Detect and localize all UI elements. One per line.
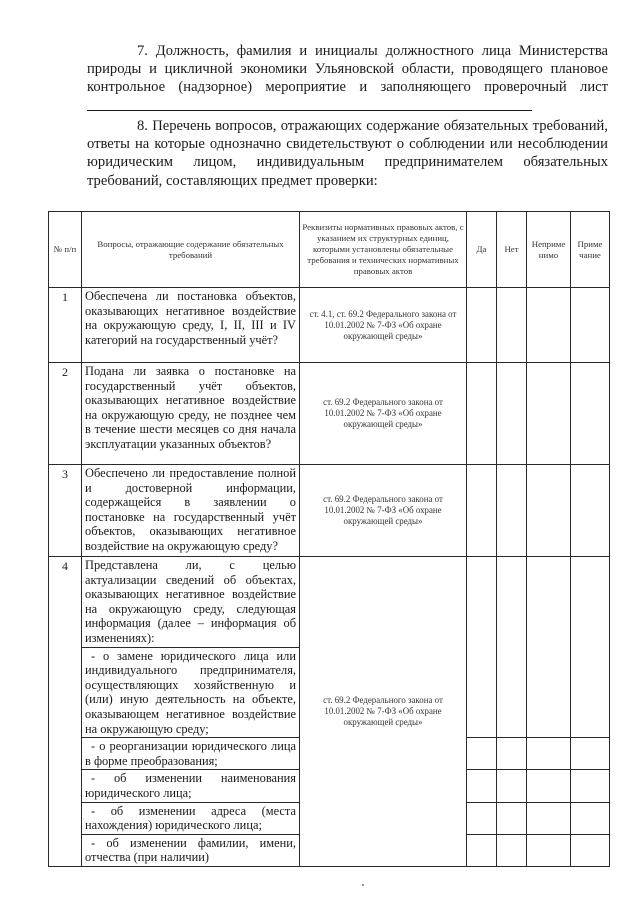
answer-not-applicable-cell[interactable]: [527, 557, 571, 738]
header-question: Вопросы, отражающие содержание обязательных требований: [82, 212, 300, 288]
row-number: 2: [49, 363, 82, 465]
header-not-applicable: Неприме нимо: [527, 212, 571, 288]
section-8-paragraph: 8. Перечень вопросов, отражающих содержание обязательных требований, ответы на которые однозначно свидетельствуют о соблюдении или несоблюдении юридическим лицом, индивидуальным предпринимателем обязательных требований, составляющих предмет проверки:: [87, 118, 608, 189]
answer-yes-cell[interactable]: [467, 834, 497, 866]
header-note: Приме чание: [571, 212, 610, 288]
requirements-table: [48, 211, 610, 867]
answer-not-applicable-cell[interactable]: [527, 802, 571, 834]
answer-not-applicable-cell[interactable]: [527, 288, 571, 363]
note-cell[interactable]: [571, 802, 610, 834]
row-subitem: - об изменении наименования юридического лица;: [82, 770, 300, 802]
row-number: 1: [49, 288, 82, 363]
section-7-text: 7. Должность, фамилия и инициалы должностного лица Министерства природы и цикличной экономики Ульяновской области, проводящего плановое контрольное (надзорное) мероприятие и заполняющего проверочный лист: [87, 43, 608, 96]
answer-no-cell[interactable]: [497, 770, 527, 802]
note-cell[interactable]: [571, 363, 610, 465]
answer-not-applicable-cell[interactable]: [527, 738, 571, 770]
answer-not-applicable-cell[interactable]: [527, 363, 571, 465]
answer-no-cell[interactable]: [497, 363, 527, 465]
table-row: [49, 557, 610, 648]
page-mark: [362, 884, 364, 886]
row-reference: ст. 69.2 Федерального закона от 10.01.2002 № 7-ФЗ «Об охране окружающей среды»: [300, 363, 467, 465]
row-reference: ст. 4.1, ст. 69.2 Федерального закона от 10.01.2002 № 7-ФЗ «Об охране окружающей среды»: [300, 288, 467, 363]
answer-no-cell[interactable]: [497, 557, 527, 738]
row-question: Обеспечено ли предоставление полной и достоверной информации, содержащейся в заявлении о постановке на государственный учёт объектов, оказывающих негативное воздействие на окружающую среду?: [82, 465, 300, 557]
answer-yes-cell[interactable]: [467, 738, 497, 770]
answer-yes-cell[interactable]: [467, 557, 497, 738]
answer-no-cell[interactable]: [497, 738, 527, 770]
table-row: [49, 288, 610, 363]
row-subitem: - об изменении фамилии, имени, отчества (при наличии): [82, 834, 300, 866]
answer-no-cell[interactable]: [497, 465, 527, 557]
answer-no-cell[interactable]: [497, 802, 527, 834]
answer-not-applicable-cell[interactable]: [527, 770, 571, 802]
row-subitem: - об изменении адреса (места нахождения) юридического лица;: [82, 802, 300, 834]
row-question: Представлена ли, с целью актуализации сведений об объектах, оказывающих негативное воздействие на окружающую среду, следующая информация (далее – информация об изменениях):: [82, 557, 300, 648]
row-number: 3: [49, 465, 82, 557]
answer-no-cell[interactable]: [497, 834, 527, 866]
answer-yes-cell[interactable]: [467, 288, 497, 363]
table-row: [49, 363, 610, 465]
answer-not-applicable-cell[interactable]: [527, 834, 571, 866]
row-reference: ст. 69.2 Федерального закона от 10.01.2002 № 7-ФЗ «Об охране окружающей среды»: [300, 557, 467, 867]
row-subitem: - о реорганизации юридического лица в форме преобразования;: [82, 738, 300, 770]
note-cell[interactable]: [571, 738, 610, 770]
answer-yes-cell[interactable]: [467, 465, 497, 557]
row-question: Подана ли заявка о постановке на государственный учёт объектов, оказывающих негативное воздействие на окружающую среду, не позднее чем в течение шести месяцев со дня начала эксплуатации указанных объектов?: [82, 363, 300, 465]
header-yes: Да: [467, 212, 497, 288]
note-cell[interactable]: [571, 770, 610, 802]
answer-yes-cell[interactable]: [467, 770, 497, 802]
table-row: [49, 465, 610, 557]
note-cell[interactable]: [571, 834, 610, 866]
answer-not-applicable-cell[interactable]: [527, 465, 571, 557]
answer-no-cell[interactable]: [497, 288, 527, 363]
row-reference: ст. 69.2 Федерального закона от 10.01.2002 № 7-ФЗ «Об охране окружающей среды»: [300, 465, 467, 557]
inspector-name-fill-line[interactable]: [87, 97, 532, 111]
table-header-row: [49, 212, 610, 288]
row-subitem: - о замене юридического лица или индивидуального предпринимателя, осуществляющих хозяйственную и (или) иную деятельность на объекте, оказывающем негативное воздействие на окружающую среду;: [82, 647, 300, 738]
section-7-paragraph: [87, 42, 608, 116]
note-cell[interactable]: [571, 557, 610, 738]
row-number: 4: [49, 557, 82, 867]
header-reference: Реквизиты нормативных правовых актов, с указанием их структурных единиц, которыми установлены обязательные требования и технических нормативных правовых актов: [300, 212, 467, 288]
answer-yes-cell[interactable]: [467, 802, 497, 834]
row-question: Обеспечена ли постановка объектов, оказывающих негативное воздействие на окружающую среду, I, II, III и IV категорий на государственный учёт?: [82, 288, 300, 363]
note-cell[interactable]: [571, 465, 610, 557]
header-no: Нет: [497, 212, 527, 288]
header-num: № п/п: [49, 212, 82, 288]
answer-yes-cell[interactable]: [467, 363, 497, 465]
note-cell[interactable]: [571, 288, 610, 363]
